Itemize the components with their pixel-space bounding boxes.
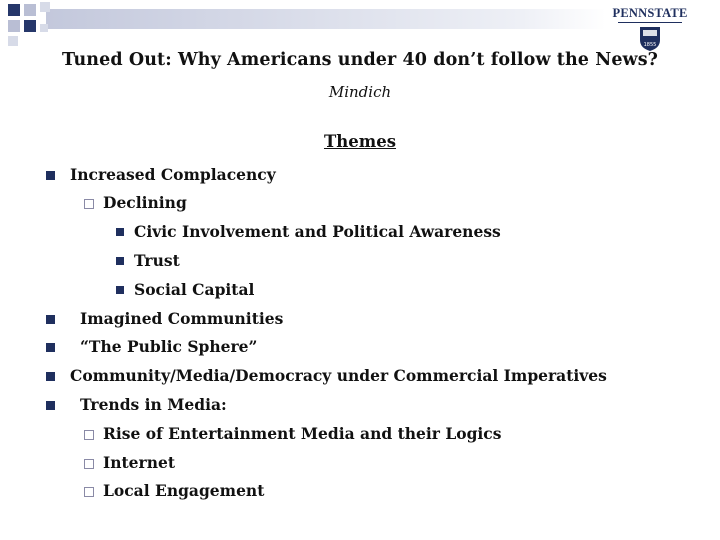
bullet-item	[0, 307, 720, 331]
square-bullet-icon	[46, 315, 55, 324]
bullet-item	[0, 451, 720, 475]
square-bullet-icon	[116, 228, 124, 236]
bullet-item	[0, 220, 720, 244]
bullet-text: Community/Media/Democracy under Commercial Imperatives	[70, 366, 607, 385]
bullet-text: Local Engagement	[103, 481, 265, 500]
bullet-item	[0, 191, 720, 215]
square-bullet-icon	[46, 372, 55, 381]
bullet-text: Internet	[103, 453, 175, 472]
bullet-item	[0, 393, 720, 417]
square-bullet-icon	[46, 343, 55, 352]
bullet-item	[0, 422, 720, 446]
bullet-item	[0, 163, 720, 187]
slide-author: Mindich	[328, 83, 392, 101]
bullet-text: Trends in Media:	[80, 395, 227, 414]
bullet-item	[0, 335, 720, 359]
bullet-text: Increased Complacency	[70, 165, 276, 184]
bullet-text: “The Public Sphere”	[80, 337, 258, 356]
logo-wordmark: PENNSTATE	[612, 6, 688, 20]
hollow-square-bullet-icon	[84, 430, 94, 440]
penn-state-logo	[612, 6, 688, 52]
bullet-text: Civic Involvement and Political Awareness	[134, 222, 501, 241]
logo-year: 1855	[643, 42, 657, 48]
square-bullet-icon	[116, 257, 124, 265]
square-bullet-icon	[116, 286, 124, 294]
bullet-item	[0, 479, 720, 503]
bullet-text: Rise of Entertainment Media and their Logics	[103, 424, 502, 443]
slide-title: Tuned Out: Why Americans under 40 don’t follow the News?	[61, 50, 659, 70]
hollow-square-bullet-icon	[84, 459, 94, 469]
square-bullet-icon	[46, 401, 55, 410]
bullet-text: Declining	[103, 193, 187, 212]
section-heading: Themes	[323, 132, 397, 151]
bullet-text: Trust	[134, 251, 180, 270]
bullet-text: Imagined Communities	[80, 309, 284, 328]
bullet-item	[0, 278, 720, 302]
bullet-item	[0, 249, 720, 273]
bullet-item	[0, 364, 720, 388]
square-bullet-icon	[46, 171, 55, 180]
hollow-square-bullet-icon	[84, 487, 94, 497]
shield-icon	[639, 26, 661, 52]
hollow-square-bullet-icon	[84, 199, 94, 209]
bullet-text: Social Capital	[134, 280, 255, 299]
logo-rule	[618, 22, 682, 23]
